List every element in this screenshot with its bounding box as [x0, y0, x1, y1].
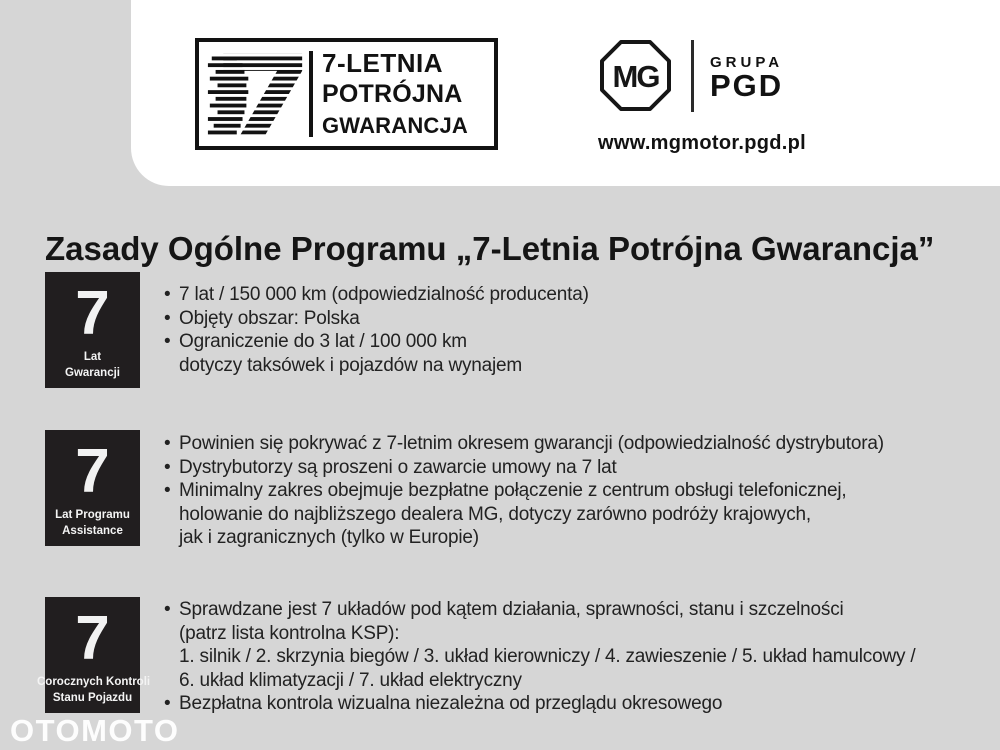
seven-square — [37, 597, 151, 713]
bullet-item: • Ograniczenie do 3 lat / 100 000 km — [164, 330, 589, 354]
grupa-pgd-logo — [710, 53, 784, 103]
label-line: Gwarancji — [65, 367, 120, 379]
pgd-label: PGD — [710, 67, 784, 103]
bullet-item-continuation: holowanie do najbliższego dealera MG, dotyczy zarówno podróży krajowych, — [179, 503, 811, 525]
seven-square — [45, 272, 140, 388]
bullet-item-continuation: (patrz lista kontrolna KSP): — [179, 622, 400, 644]
label-line: Assistance — [62, 525, 123, 537]
badge-text — [322, 48, 468, 141]
bullet-list — [164, 598, 915, 716]
label-line: Stanu Pojazdu — [52, 692, 133, 704]
website-url: www.mgmotor.pgd.pl — [598, 132, 806, 154]
otomoto-watermark: OTOMOTO — [10, 713, 180, 748]
bullet-item-continuation: 1. silnik / 2. skrzynia biegów / 3. układ kierowniczy / 4. zawieszenie / 5. układ hamulcowy / — [179, 646, 916, 667]
bullet-list — [164, 432, 884, 550]
label-line: Lat Programu — [55, 509, 130, 521]
section-lat-programu-assistance — [45, 430, 995, 550]
mg-logo-letters: MG — [612, 59, 659, 94]
page-title: Zasady Ogólne Programu „7-Letnia Potrójna Gwarancja” — [45, 230, 935, 268]
bullet-item-continuation: dotyczy taksówek i pojazdów na wynajem — [179, 354, 523, 376]
bullet-item: • Objęty obszar: Polska — [164, 307, 589, 331]
bullet-item: • Minimalny zakres obejmuje bezpłatne połączenie z centrum obsługi telefonicznej, — [164, 479, 884, 503]
seven-square-label — [37, 349, 148, 381]
bullet-item: • Sprawdzane jest 7 układów pod kątem działania, sprawności, stanu i szczelności — [164, 598, 915, 622]
bullet-item-continuation: jak i zagranicznych (tylko w Europie) — [179, 527, 479, 548]
seven-number: 7 — [75, 437, 110, 506]
badge-line: POTRÓJNA — [322, 79, 463, 108]
bullet-item: • Bezpłatna kontrola wizualna niezależna od przeglądu okresowego — [164, 692, 915, 716]
bullet-list — [164, 283, 589, 377]
bullet-item-continuation: 6. układ klimatyzacji / 7. układ elektryczny — [179, 669, 522, 691]
mg-logo-icon — [598, 38, 673, 113]
seven-square-label — [37, 507, 148, 539]
seven-number: 7 — [75, 604, 110, 673]
bullet-item: • Dystrybutorzy są proszeni o zawarcie umowy na 7 lat — [164, 456, 884, 480]
header-card — [131, 0, 1000, 186]
badge-divider — [309, 51, 313, 137]
partner-logos — [598, 38, 783, 113]
badge-line: 7-LETNIA — [322, 47, 443, 78]
badge-line: GWARANCJA — [322, 112, 469, 138]
section-lat-gwarancji — [45, 272, 995, 392]
seven-square — [45, 430, 140, 546]
warranty-badge — [195, 38, 498, 150]
grupa-label: GRUPA — [710, 53, 784, 71]
label-line: Lat — [83, 351, 102, 363]
bullet-item: • 7 lat / 150 000 km (odpowiedzialność producenta) — [164, 283, 589, 307]
label-line: Corocznych Kontroli — [37, 676, 151, 688]
section-corocznych-kontroli — [37, 597, 995, 717]
striped-seven-icon — [206, 49, 306, 139]
seven-number: 7 — [75, 279, 110, 348]
logo-divider — [691, 40, 694, 112]
bullet-item: • Powinien się pokrywać z 7-letnim okresem gwarancji (odpowiedzialność dystrybutora) — [164, 432, 884, 456]
seven-square-label — [37, 674, 151, 706]
